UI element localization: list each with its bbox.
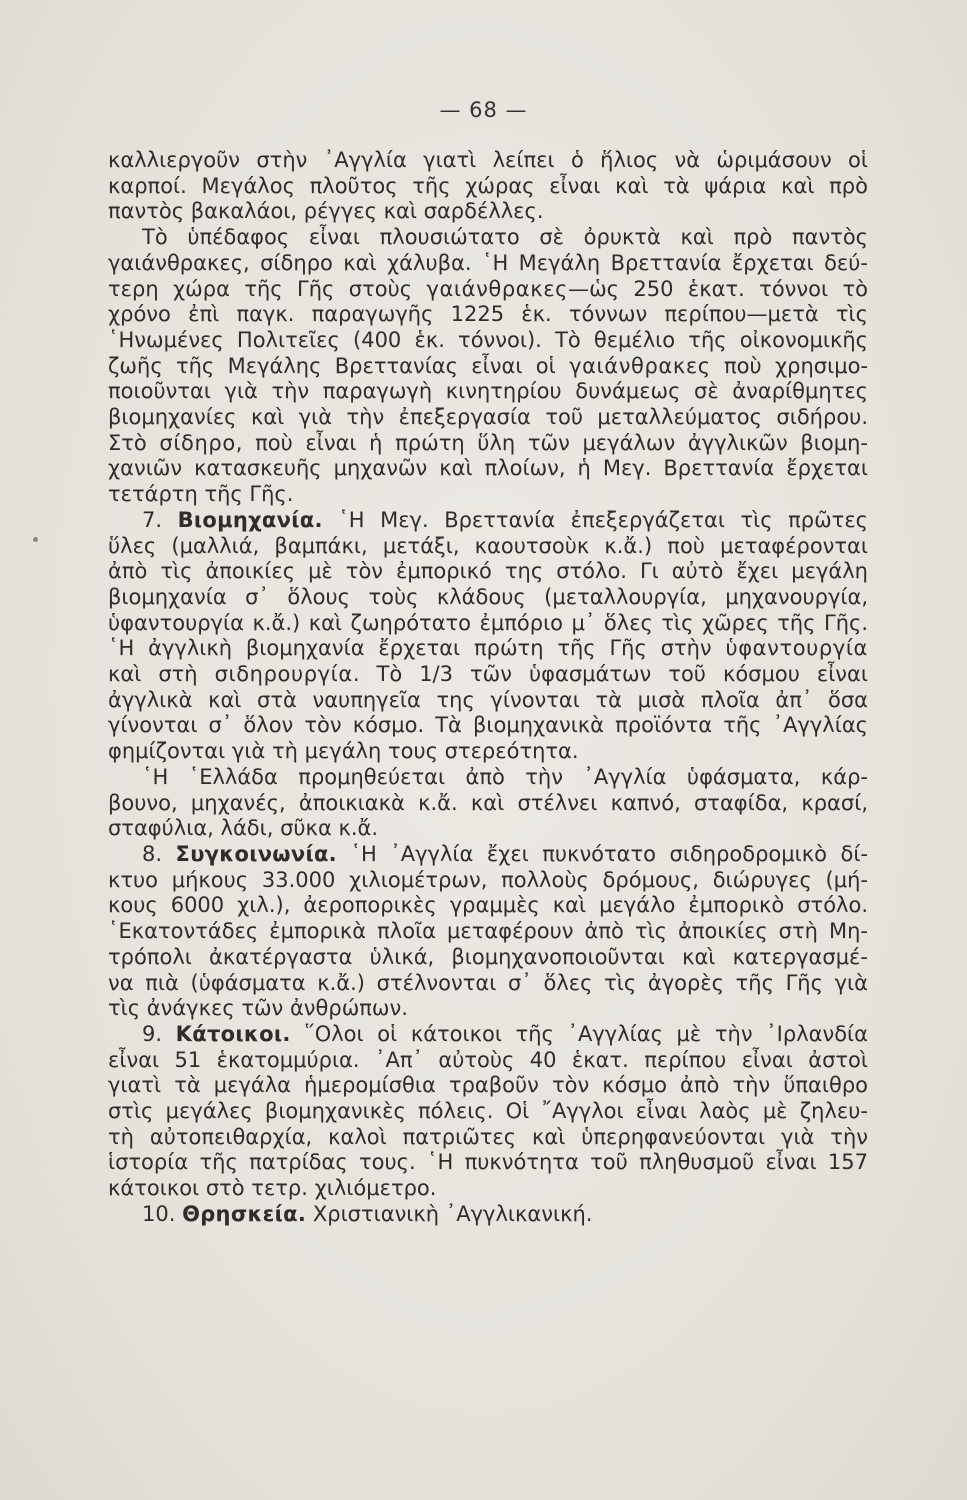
text-run: Χριστιανικὴ ᾽Αγγλικανική. xyxy=(306,1201,593,1226)
emphasized-term: σίδηρο xyxy=(159,430,236,455)
text-line: γαιάνθρακες, σίδηρο καὶ χάλυβα. ῾Η Μεγάλη Βρεττανία ἔρχεται δεύ- xyxy=(108,250,868,275)
text-line: γιατὶ τὰ μεγάλα ἡμερομίσθια τραβοῦν τὸν κόσμο ἀπὸ τὴν ὕπαιθρο xyxy=(108,1073,868,1098)
text-line: τὴ αὐτοπειθαρχία, καλοὶ πατριῶτες καὶ ὑπερηφανεύονται γιὰ τὴν xyxy=(108,1124,868,1149)
text-line: βιομηχανίες καὶ γιὰ τὴν ἐπεξεργασία τοῦ μεταλλεύματος σιδήρου. xyxy=(108,405,868,430)
text-line: βιομηχανία σ᾽ ὅλους τοὺς κλάδους (μεταλλουργία, μηχανουργία, xyxy=(108,584,868,609)
text-run: , ποὺ εἶναι ἡ πρώτη ὕλη τῶν μεγάλων ἀγγλικῶν βιομη- xyxy=(235,430,868,455)
body-text xyxy=(108,148,868,1228)
text-line xyxy=(108,431,868,457)
text-run: ποὺ χρησιμο- xyxy=(710,353,868,378)
text-line: κτυο μήκους 33.000 χιλιομέτρων, πολλοὺς δρόμους, διώρυγες (μή- xyxy=(108,867,868,892)
text-line: ὕλες (μαλλιά, βαμπάκι, μετάξι, καουτσοὺκ κ.ἄ.) ποὺ μεταφέρονται xyxy=(108,533,868,558)
text-line: ῾Εκατοντάδες ἐμπορικὰ πλοῖα μεταφέρουν ἀπὸ τὶς ἀποικίες στὴ Μη- xyxy=(108,919,868,944)
text-line: κάτοικοι στὸ τετρ. χιλιόμετρο. xyxy=(108,1176,437,1201)
text-run: ῞Ολοι οἱ κάτοικοι τῆς ᾽Αγγλίας μὲ τὴν ᾽Ιρλανδία xyxy=(290,1021,868,1046)
text-line: βουνο, μηχανές, ἀποικιακὰ κ.ἄ. καὶ στέλνει καπνό, σταφίδα, κρασί, xyxy=(108,790,868,815)
text-line xyxy=(108,1022,868,1048)
text-line: χανιῶν κατασκευῆς μηχανῶν καὶ πλοίων, ἡ Μεγ. Βρεττανία ἔρχεται xyxy=(108,456,868,481)
text-line: φημίζονται γιὰ τὴ μεγάλη τους στερεότητα. xyxy=(108,739,579,764)
emphasized-term: γαιάνθρακες xyxy=(569,353,711,378)
text-line: στὶς μεγάλες βιομηχανικὲς πόλεις. Οἱ ῎Αγγλοι εἶναι λαὸς μὲ ζηλευ- xyxy=(108,1099,868,1124)
emphasized-term: σιδηρουργία xyxy=(214,662,353,687)
text-line: γίνονται σ᾽ ὅλον τὸν κόσμο. Τὰ βιομηχανικὰ προϊόντα τῆς ᾽Αγγλίας xyxy=(108,713,868,738)
text-run: ῾Η ἀγγλικὴ βιομηχανία ἔρχεται πρώτη τῆς Γῆς στὴν xyxy=(108,636,726,661)
text-line: Τὸ ὑπέδαφος εἶναι πλουσιώτατο σὲ ὀρυκτὰ καὶ πρὸ παντὸς xyxy=(142,225,868,250)
section-number: 7. xyxy=(142,507,178,532)
text-line: τρόπολι ἀκατέργαστα ὑλικά, βιομηχανοποιοῦνται καὶ κατεργασμέ- xyxy=(108,944,868,969)
emphasized-term: γαιάνθρακες xyxy=(426,276,569,301)
text-line: εἶναι 51 ἑκατομμύρια. ᾽Απ᾽ αὐτοὺς 40 ἑκατ. περίπου εἶναι ἀστοὶ xyxy=(108,1047,868,1072)
text-line: να πιὰ (ὑφάσματα κ.ἄ.) στέλνονται σ᾽ ὅλες τὶς ἀγορὲς τῆς Γῆς γιὰ xyxy=(108,970,868,995)
text-line: ἱστορία τῆς πατρίδας τους. ῾Η πυκνότητα τοῦ πληθυσμοῦ εἶναι 157 xyxy=(108,1150,868,1175)
text-run: . Τὸ 1/3 τῶν ὑφασμάτων τοῦ κόσμου εἶναι xyxy=(352,662,868,687)
text-line xyxy=(108,1202,868,1228)
text-line: ὑφαντουργία κ.ἄ.) καὶ ζωηρότατο ἐμπόριο μ᾽ ὅλες τὶς χῶρες τῆς Γῆς. xyxy=(108,610,868,635)
text-line xyxy=(108,354,868,380)
text-line: καρποί. Μεγάλος πλοῦτος τῆς χώρας εἶναι καὶ τὰ ψάρια καὶ πρὸ xyxy=(108,173,868,198)
text-line xyxy=(108,662,868,688)
text-line xyxy=(108,508,868,534)
section-heading: Κάτοικοι. xyxy=(175,1021,291,1046)
text-run: —ὡς 250 ἑκατ. τόννοι τὸ xyxy=(568,276,868,301)
text-line: ἀπὸ τὶς ἀποικίες μὲ τὸν ἐμπορικό της στόλο. Γι αὐτὸ ἔχει μεγάλη xyxy=(108,559,868,584)
section-number: 9. xyxy=(142,1021,176,1046)
text-run: Στὸ xyxy=(108,430,160,455)
emphasized-term: ὑφαντουργία xyxy=(725,636,868,661)
text-line: ἀγγλικὰ καὶ στὰ ναυπηγεῖα της γίνονται τὰ μισὰ πλοῖα ἀπ᾽ ὅσα xyxy=(108,687,868,712)
text-line: σταφύλια, λάδι, σῦκα κ.ἄ. xyxy=(108,816,379,841)
text-line: ποιοῦνται γιὰ τὴν παραγωγὴ κινητηρίου δυνάμεως σὲ ἀναρίθμητες xyxy=(108,379,868,404)
text-line: κους 6000 χιλ.), ἀεροπορικὲς γραμμὲς καὶ μεγάλο ἐμπορικὸ στόλο. xyxy=(108,893,868,918)
text-line xyxy=(108,842,868,868)
text-run: τερη χώρα τῆς Γῆς στοὺς xyxy=(108,276,427,301)
text-line: παντὸς βακαλάοι, ρέγγες καὶ σαρδέλλες. xyxy=(108,199,544,224)
page-number: — 68 — xyxy=(439,98,528,122)
text-run: ζωῆς τῆς Μεγάλης Βρεττανίας εἶναι οἱ xyxy=(108,353,570,378)
margin-speck xyxy=(33,537,38,542)
text-line: τετάρτη τῆς Γῆς. xyxy=(108,482,294,507)
text-line: τὶς ἀνάγκες τῶν ἀνθρώπων. xyxy=(108,996,408,1021)
text-line: καλλιεργοῦν στὴν ᾽Αγγλία γιατὶ λείπει ὁ ἥλιος νὰ ὡριμάσουν οἱ xyxy=(108,148,868,172)
section-heading: Βιομηχανία. xyxy=(177,507,323,532)
text-run: ῾Η ᾽Αγγλία ἔχει πυκνότατο σιδηροδρομικὸ δί- xyxy=(336,841,869,866)
section-heading: Θρησκεία. xyxy=(182,1201,307,1226)
text-line xyxy=(108,277,868,303)
text-line: ῾Η ῾Ελλάδα προμηθεύεται ἀπὸ τὴν ᾽Αγγλία ὑφάσματα, κάρ- xyxy=(142,764,868,789)
text-line xyxy=(108,636,868,662)
section-heading: Συγκοινωνία. xyxy=(175,841,337,866)
section-number: 10. xyxy=(142,1201,183,1226)
text-line: ῾Ηνωμένες Πολιτεῖες (400 ἑκ. τόννοι). Τὸ θεμέλιο τῆς οἰκονομικῆς xyxy=(108,327,868,352)
section-number: 8. xyxy=(142,841,176,866)
text-line: χρόνο ἐπὶ παγκ. παραγωγῆς 1225 ἑκ. τόννων περίπου—μετὰ τὶς xyxy=(108,302,868,327)
text-run: ῾Η Μεγ. Βρεττανία ἐπεξεργάζεται τὶς πρῶτες xyxy=(322,507,868,532)
text-run: καὶ στὴ xyxy=(108,662,215,687)
